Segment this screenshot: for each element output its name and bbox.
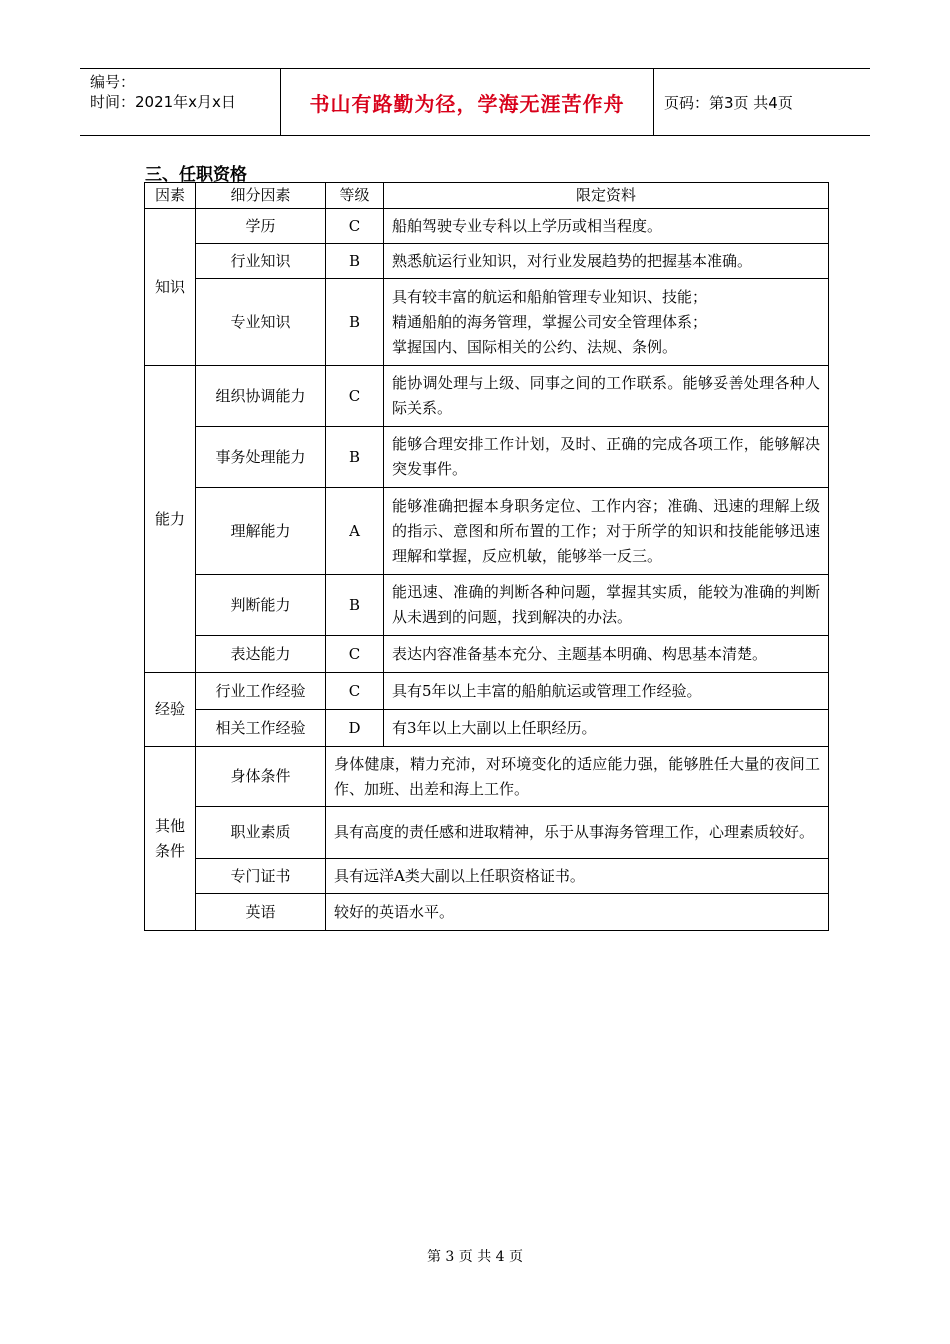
table-row [145, 894, 829, 931]
header-grade: 等级 [326, 183, 384, 209]
detail-cell: 有3年以上大副以上任职经历。 [384, 710, 829, 747]
qualification-table [144, 182, 829, 931]
subfactor-cell: 职业素质 [196, 807, 326, 859]
section-title: 三、任职资格 [145, 165, 247, 185]
header-meta [80, 69, 280, 135]
table-row [145, 636, 829, 673]
subfactor-cell: 行业知识 [196, 244, 326, 279]
detail-cell: 具有远洋A类大副以上任职资格证书。 [326, 859, 829, 894]
subfactor-cell: 专业知识 [196, 279, 326, 366]
subfactor-cell: 表达能力 [196, 636, 326, 673]
page-header [80, 68, 870, 136]
detail-cell: 能够合理安排工作计划，及时、正确的完成各项工作，能够解决突发事件。 [384, 427, 829, 488]
subfactor-cell: 行业工作经验 [196, 673, 326, 710]
grade-cell: B [326, 575, 384, 636]
subfactor-cell: 相关工作经验 [196, 710, 326, 747]
detail-cell: 具有高度的责任感和进取精神，乐于从事海务管理工作，心理素质较好。 [326, 807, 829, 859]
header-motto: 书山有路勤为径，学海无涯苦作舟 [309, 91, 625, 116]
subfactor-cell: 学历 [196, 209, 326, 244]
grade-cell: A [326, 488, 384, 575]
group-experience: 经验 [145, 673, 196, 747]
subfactor-cell: 事务处理能力 [196, 427, 326, 488]
header-page-info: 页码：第3页 共4页 [664, 93, 793, 112]
group-knowledge: 知识 [145, 209, 196, 366]
detail-cell: 身体健康，精力充沛，对环境变化的适应能力强，能够胜任大量的夜间工作、加班、出差和海上工作。 [326, 747, 829, 807]
table-row [145, 427, 829, 488]
grade-cell: C [326, 366, 384, 427]
group-other: 其他 条件 [145, 747, 196, 931]
subfactor-cell: 英语 [196, 894, 326, 931]
header-factor: 因素 [145, 183, 196, 209]
detail-cell: 能够准确把握本身职务定位、工作内容；准确、迅速的理解上级的指示、意图和所布置的工作；对于所学的知识和技能能够迅速理解和掌握，反应机敏，能够举一反三。 [384, 488, 829, 575]
page-footer: 第 3 页 共 4 页 [426, 1249, 524, 1265]
table-row [145, 209, 829, 244]
header-subfactor: 细分因素 [196, 183, 326, 209]
table-row [145, 673, 829, 710]
detail-cell: 表达内容准备基本充分、主题基本明确、构思基本清楚。 [384, 636, 829, 673]
table-row [145, 575, 829, 636]
subfactor-cell: 组织协调能力 [196, 366, 326, 427]
table-row [145, 488, 829, 575]
table-row [145, 859, 829, 894]
subfactor-cell: 专门证书 [196, 859, 326, 894]
table-row [145, 244, 829, 279]
grade-cell: B [326, 427, 384, 488]
subfactor-cell: 理解能力 [196, 488, 326, 575]
detail-cell: 船舶驾驶专业专科以上学历或相当程度。 [384, 209, 829, 244]
detail-cell: 较好的英语水平。 [326, 894, 829, 931]
grade-cell: C [326, 636, 384, 673]
subfactor-cell: 身体条件 [196, 747, 326, 807]
table-row [145, 366, 829, 427]
number-label: 编号： [90, 73, 136, 91]
grade-cell: C [326, 673, 384, 710]
detail-cell: 具有5年以上丰富的船舶航运或管理工作经验。 [384, 673, 829, 710]
table-header-row [145, 183, 829, 209]
group-ability: 能力 [145, 366, 196, 673]
detail-cell: 具有较丰富的航运和船舶管理专业知识、技能； 精通船舶的海务管理，掌握公司安全管理体系； 掌握国内、国际相关的公约、法规、条例。 [384, 279, 829, 366]
grade-cell: B [326, 279, 384, 366]
detail-cell: 熟悉航运行业知识，对行业发展趋势的把握基本准确。 [384, 244, 829, 279]
grade-cell: C [326, 209, 384, 244]
table-row [145, 747, 829, 807]
grade-cell: B [326, 244, 384, 279]
header-detail: 限定资料 [384, 183, 829, 209]
grade-cell: D [326, 710, 384, 747]
time-label: 时间：2021年x月x日 [90, 93, 236, 111]
table-row [145, 807, 829, 859]
subfactor-cell: 判断能力 [196, 575, 326, 636]
table-row [145, 279, 829, 366]
detail-cell: 能协调处理与上级、同事之间的工作联系。能够妥善处理各种人际关系。 [384, 366, 829, 427]
table-row [145, 710, 829, 747]
detail-cell: 能迅速、准确的判断各种问题，掌握其实质，能较为准确的判断从未遇到的问题，找到解决的办法。 [384, 575, 829, 636]
